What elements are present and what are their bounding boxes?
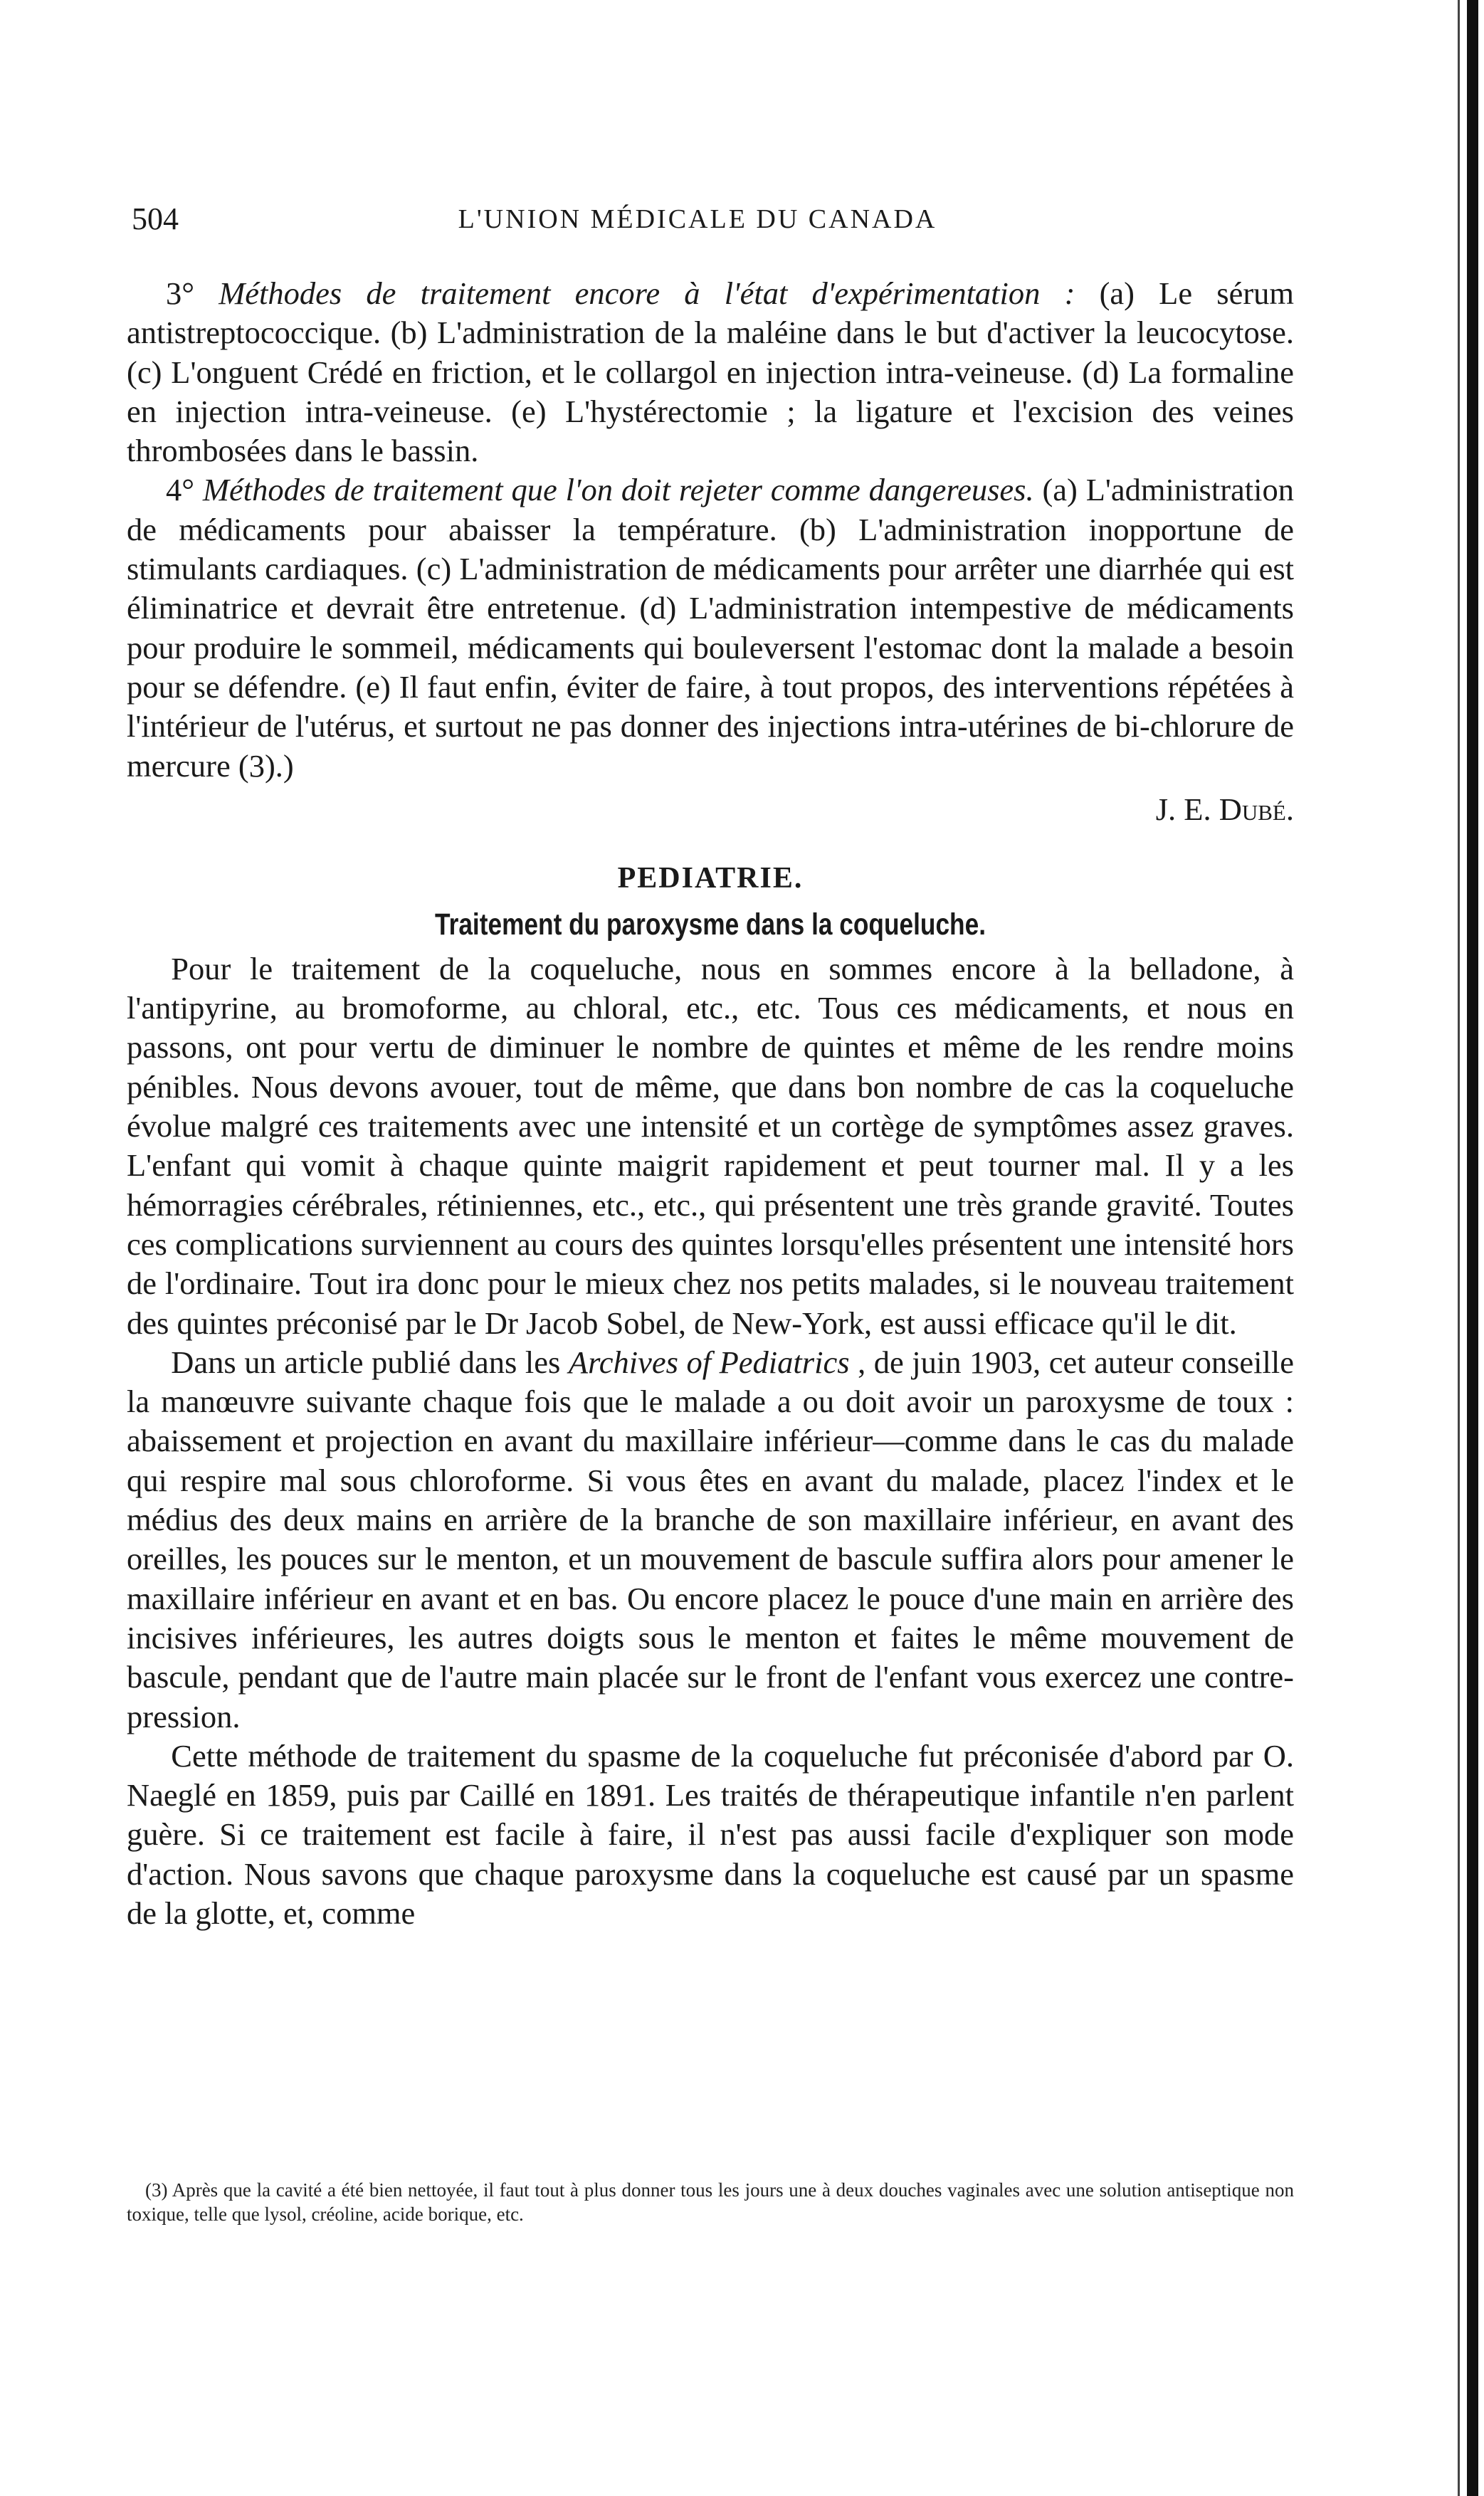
list-item-3	[127, 274, 1294, 470]
list-item-4	[127, 470, 1294, 785]
paragraph-1: Pour le traitement de la coqueluche, nous en sommes encore à la belladone, à l'antipyrine, au bromoforme, au chloral, etc., etc. Tous ces médicaments, et nous en passons, ont pour vertu de diminuer le nombre de quintes et même de les rendre moins pénibles. Nous devons avouer, tout de même, que dans bon nombre de cas la coqueluche évolue malgré ces traitements avec une intensité et un cortège de symptômes assez graves. L'enfant qui vomit à chaque quinte maigrit rapidement et peut tourner mal. Il y a les hémorragies cérébrales, rétiniennes, etc., etc., qui présentent une très grande gravité. Toutes ces complications surviennent au cours des quintes lorsqu'elles présentent une intensité hors de l'ordinaire. Tout ira donc pour le mieux chez nos petits malades, si le nouveau traitement des quintes préconisé par le Dr Jacob Sobel, de New-York, est aussi efficace qu'il le dit.	[127, 950, 1294, 1341]
scan-edge-shadow	[1467, 0, 1478, 2496]
running-title: L'UNION MÉDICALE DU CANADA	[458, 204, 937, 234]
footnote	[127, 2178, 1294, 2226]
article-title: Traitement du paroxysme dans la coqueluche.	[434, 907, 986, 942]
item-4-title: Méthodes de traitement que l'on doit rejeter comme dangereuses.	[202, 472, 1034, 508]
journal-name: Archives of Pediatrics	[568, 1344, 850, 1380]
item-3-title: Méthodes de traitement encore à l'état d'expérimentation :	[219, 275, 1075, 311]
footnote-text: (3) Après que la cavité a été bien nettoyée, il faut tout à plus donner tous les jours une à deux douches vaginales avec une solution antiseptique non toxique, telle que lysol, créoline, acide borique, etc.	[127, 2179, 1294, 2225]
item-4-label: 4°	[166, 472, 195, 508]
item-4-text: (a) L'administration de médicaments pour abaisser la température. (b) L'administration inopportune de stimulants cardiaques. (c) L'administration de médicaments pour arrêter une diarrhée qui est éliminatrice et devrait être entretenue. (d) L'administration intempestive de médicaments pour produire le sommeil, médicaments qui bouleversent l'estomac dont la malade a besoin pour se défendre. (e) Il faut enfin, éviter de faire, à tout propos, des interventions répétées à l'intérieur de l'utérus, et surtout ne pas donner des injections intra-utérines de bi-chlorure de mercure (3).)	[127, 472, 1294, 784]
author-signature: J. E. Dubé.	[1155, 791, 1294, 827]
paragraph-2-before: Dans un article publié dans les	[171, 1344, 569, 1380]
paragraph-3: Cette méthode de traitement du spasme de la coqueluche fut préconisée d'abord par O. Naeglé en 1859, puis par Caillé en 1891. Les traités de thérapeutique infantile n'en parlent guère. Si ce traitement est facile à faire, il n'est pas aussi facile d'expliquer son mode d'action. Nous savons que chaque paroxysme dans la coqueluche est causé par un spasme de la glotte, et, comme	[127, 1737, 1294, 1931]
item-3-text: (a) Le sérum antistreptococcique. (b) L'administration de la maléine dans le but d'activer la leucocytose. (c) L'onguent Crédé en friction, et le collargol en injection intra-veineuse. (d) La formaline en injection intra-veineuse. (e) L'hystérectomie ; la ligature et l'excision des veines thrombosées dans le bassin.	[127, 275, 1295, 469]
body-text	[127, 274, 1294, 1933]
page-header	[132, 201, 1263, 243]
paragraph-2	[127, 1343, 1294, 1737]
item-3-label: 3°	[166, 275, 195, 311]
paragraph-2-after: , de juin 1903, cet auteur conseille la manœuvre suivante chaque fois que le malade a ou doit avoir un paroxysme de toux : abaissement et projection en avant du maxillaire inférieur—comme dans le cas du malade qui respire mal sous chloroforme. Si vous êtes en avant du malade, placez l'index et le médius des deux mains en arrière de la branche de son maxillaire inférieur, en avant des oreilles, les pouces sur le menton, et un mouvement de bascule suffira alors pour amener le maxillaire inférieur en avant et en bas. Ou encore placez le pouce d'une main en arrière des incisives inférieures, les autres doigts sous le menton et faites le même mouvement de bascule, pendant que de l'autre main placée sur le front de l'enfant vous exercez une contre-pression.	[127, 1344, 1295, 1734]
page-number: 504	[132, 201, 179, 236]
scan-edge-line	[1458, 0, 1460, 2496]
section-title: PEDIATRIE.	[617, 861, 804, 895]
